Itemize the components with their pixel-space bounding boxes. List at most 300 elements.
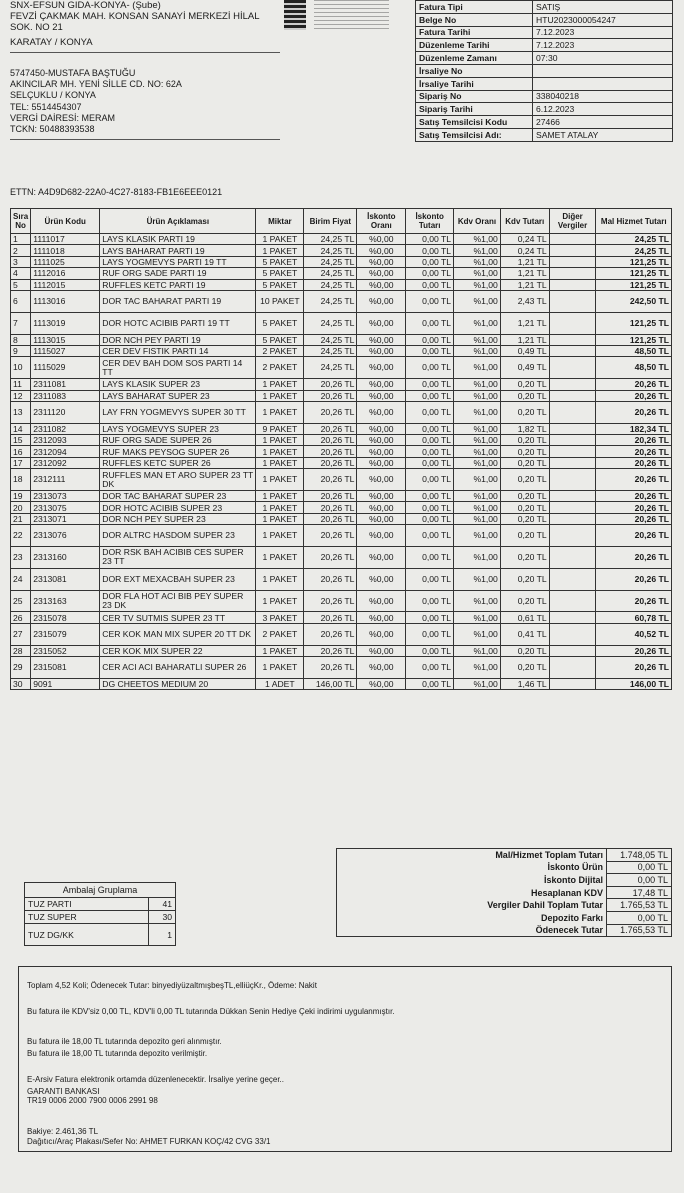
row-number: 23 [11, 547, 31, 569]
row-number: 22 [11, 525, 31, 547]
discount-amount: 0,00 TL [406, 491, 454, 502]
row-number: 11 [11, 379, 31, 390]
vat-amount: 0,20 TL [500, 645, 549, 656]
quantity: 2 PAKET [256, 357, 304, 379]
line-total: 20,26 TL [596, 657, 672, 679]
vat-rate: %1,00 [454, 245, 501, 256]
discount-rate: %0,00 [357, 401, 406, 423]
total-row [337, 899, 672, 912]
vat-rate: %1,00 [454, 547, 501, 569]
quantity: 3 PAKET [256, 612, 304, 623]
discount-amount: 0,00 TL [406, 401, 454, 423]
product-code: 2311081 [31, 379, 100, 390]
product-code: 1111018 [31, 245, 100, 256]
discount-amount: 0,00 TL [406, 457, 454, 468]
other-taxes [549, 513, 596, 524]
column-header: İskonto Oranı [357, 209, 406, 234]
other-taxes [549, 469, 596, 491]
discount-rate: %0,00 [357, 279, 406, 290]
vat-amount: 0,20 TL [500, 446, 549, 457]
vat-amount: 0,20 TL [500, 590, 549, 612]
vat-rate: %1,00 [454, 446, 501, 457]
table-row [11, 390, 672, 401]
row-number: 30 [11, 678, 31, 689]
product-code: 2313160 [31, 547, 100, 569]
unit-price: 20,26 TL [304, 423, 357, 434]
row-number: 9 [11, 345, 31, 356]
quantity: 10 PAKET [256, 290, 304, 312]
other-taxes [549, 457, 596, 468]
column-header: Birim Fiyat [304, 209, 357, 234]
meta-label: Satış Temsilcisi Adı: [416, 128, 533, 141]
meta-label: Fatura Tarihi [416, 26, 533, 39]
quantity: 1 PAKET [256, 547, 304, 569]
product-code: 2312094 [31, 446, 100, 457]
unit-price: 20,26 TL [304, 513, 357, 524]
vat-rate: %1,00 [454, 256, 501, 267]
vat-amount: 0,20 TL [500, 513, 549, 524]
table-row [11, 423, 672, 434]
buyer-city: SELÇUKLU / KONYA [10, 90, 96, 101]
quantity: 5 PAKET [256, 268, 304, 279]
vat-amount: 0,20 TL [500, 435, 549, 446]
vat-rate: %1,00 [454, 401, 501, 423]
vat-amount: 0,61 TL [500, 612, 549, 623]
quantity: 1 PAKET [256, 657, 304, 679]
discount-amount: 0,00 TL [406, 290, 454, 312]
row-number: 12 [11, 390, 31, 401]
product-description: LAYS BAHARAT SUPER 23 [100, 390, 256, 401]
other-taxes [549, 623, 596, 645]
vat-rate: %1,00 [454, 590, 501, 612]
line-total: 121,25 TL [596, 256, 672, 267]
product-code: 1115029 [31, 357, 100, 379]
other-taxes [549, 234, 596, 245]
unit-price: 20,26 TL [304, 469, 357, 491]
line-total: 24,25 TL [596, 245, 672, 256]
packaging-label: TUZ SUPER [25, 911, 149, 924]
unit-price: 20,26 TL [304, 457, 357, 468]
product-code: 2313076 [31, 525, 100, 547]
row-number: 17 [11, 457, 31, 468]
row-number: 24 [11, 568, 31, 590]
discount-amount: 0,00 TL [406, 435, 454, 446]
column-header: İskonto Tutarı [406, 209, 454, 234]
discount-amount: 0,00 TL [406, 279, 454, 290]
product-code: 2313075 [31, 502, 100, 513]
line-total: 121,25 TL [596, 268, 672, 279]
row-number: 29 [11, 657, 31, 679]
row-number: 1 [11, 234, 31, 245]
product-code: 1115027 [31, 345, 100, 356]
product-description: CER ACI ACI BAHARATLI SUPER 26 [100, 657, 256, 679]
discount-amount: 0,00 TL [406, 334, 454, 345]
meta-label: İrsaliye No [416, 64, 533, 77]
vat-rate: %1,00 [454, 379, 501, 390]
table-row [11, 469, 672, 491]
discount-amount: 0,00 TL [406, 312, 454, 334]
product-description: LAYS YOGMEVYS SUPER 23 [100, 423, 256, 434]
row-number: 19 [11, 491, 31, 502]
vat-rate: %1,00 [454, 290, 501, 312]
other-taxes [549, 568, 596, 590]
row-number: 28 [11, 645, 31, 656]
vat-rate: %1,00 [454, 469, 501, 491]
row-number: 2 [11, 245, 31, 256]
quantity: 1 PAKET [256, 525, 304, 547]
ettn: ETTN: A4D9D682-22A0-4C27-8183-FB1E6EEE0121 [10, 187, 223, 197]
discount-rate: %0,00 [357, 312, 406, 334]
column-header: Diğer Vergiler [549, 209, 596, 234]
quantity: 1 PAKET [256, 234, 304, 245]
vat-amount: 0,20 TL [500, 657, 549, 679]
line-total: 121,25 TL [596, 312, 672, 334]
line-total: 146,00 TL [596, 678, 672, 689]
vat-amount: 0,20 TL [500, 568, 549, 590]
table-row [11, 279, 672, 290]
quantity: 5 PAKET [256, 312, 304, 334]
product-description: DOR HOTC ACIBIB PARTI 19 TT [100, 312, 256, 334]
discount-amount: 0,00 TL [406, 268, 454, 279]
product-description: DOR NCH PEY PARTI 19 [100, 334, 256, 345]
table-row [11, 678, 672, 689]
row-number: 5 [11, 279, 31, 290]
product-description: LAY FRN YOGMEVYS SUPER 30 TT [100, 401, 256, 423]
table-row [11, 513, 672, 524]
product-code: 2313081 [31, 568, 100, 590]
product-code: 2315079 [31, 623, 100, 645]
discount-amount: 0,00 TL [406, 234, 454, 245]
total-value: 0,00 TL [607, 911, 672, 924]
unit-price: 20,26 TL [304, 401, 357, 423]
quantity: 5 PAKET [256, 279, 304, 290]
unit-price: 20,26 TL [304, 568, 357, 590]
packaging-count: 1 [149, 924, 176, 946]
line-total: 121,25 TL [596, 334, 672, 345]
vat-rate: %1,00 [454, 345, 501, 356]
product-code: 2315078 [31, 612, 100, 623]
unit-price: 20,26 TL [304, 590, 357, 612]
discount-rate: %0,00 [357, 657, 406, 679]
meta-label: Fatura Tipi [416, 1, 533, 14]
sender-name: SNX-EFSUN GIDA-KONYA- (Şube) [10, 0, 161, 11]
other-taxes [549, 245, 596, 256]
unit-price: 20,26 TL [304, 502, 357, 513]
line-total: 20,26 TL [596, 502, 672, 513]
product-code: 1113019 [31, 312, 100, 334]
column-header: Ürün Kodu [31, 209, 100, 234]
vat-rate: %1,00 [454, 568, 501, 590]
unit-price: 24,25 TL [304, 312, 357, 334]
unit-price: 20,26 TL [304, 446, 357, 457]
invoice-meta-row [416, 39, 673, 52]
table-row [11, 245, 672, 256]
vat-rate: %1,00 [454, 279, 501, 290]
vat-amount: 1,21 TL [500, 334, 549, 345]
packaging-table [24, 882, 176, 946]
other-taxes [549, 256, 596, 267]
other-taxes [549, 502, 596, 513]
line-total: 48,50 TL [596, 357, 672, 379]
product-code: 1113016 [31, 290, 100, 312]
discount-rate: %0,00 [357, 612, 406, 623]
total-row [337, 924, 672, 937]
meta-value: 27466 [533, 116, 673, 129]
meta-value [533, 64, 673, 77]
unit-price: 20,26 TL [304, 623, 357, 645]
product-description: CER DEV BAH DOM SOS PARTI 14 TT [100, 357, 256, 379]
table-row [11, 645, 672, 656]
vat-rate: %1,00 [454, 491, 501, 502]
unit-price: 24,25 TL [304, 334, 357, 345]
row-number: 8 [11, 334, 31, 345]
product-description: CER DEV FISTIK PARTI 14 [100, 345, 256, 356]
discount-rate: %0,00 [357, 547, 406, 569]
invoice-meta-table [415, 0, 673, 142]
product-description: DOR EXT MEXACBAH SUPER 23 [100, 568, 256, 590]
product-description: DOR HOTC ACIBIB SUPER 23 [100, 502, 256, 513]
vat-rate: %1,00 [454, 435, 501, 446]
product-description: LAYS KLASIK PARTI 19 [100, 234, 256, 245]
line-total: 182,34 TL [596, 423, 672, 434]
meta-label: Düzenleme Tarihi [416, 39, 533, 52]
vat-rate: %1,00 [454, 657, 501, 679]
total-label: Mal/Hizmet Toplam Tutarı [495, 850, 603, 861]
product-code: 2311120 [31, 401, 100, 423]
product-description: RUFFLES KETC SUPER 26 [100, 457, 256, 468]
note-gift-voucher: Bu fatura ile KDV'siz 0,00 TL, KDV'li 0,00 TL tutarında Dükkan Senin Hediye Çeki indirimi uygulanmıştır. [27, 1007, 395, 1016]
vat-amount: 0,20 TL [500, 547, 549, 569]
row-number: 21 [11, 513, 31, 524]
line-total: 24,25 TL [596, 234, 672, 245]
row-number: 18 [11, 469, 31, 491]
packaging-label: TUZ PARTI [25, 898, 149, 911]
row-number: 26 [11, 612, 31, 623]
buyer-tckn: TCKN: 50488393538 [10, 124, 95, 135]
quantity: 1 PAKET [256, 513, 304, 524]
total-label: Hesaplanan KDV [530, 887, 603, 898]
product-code: 2312111 [31, 469, 100, 491]
meta-value: SAMET ATALAY [533, 128, 673, 141]
row-number: 7 [11, 312, 31, 334]
meta-value: 7.12.2023 [533, 39, 673, 52]
vat-rate: %1,00 [454, 623, 501, 645]
discount-rate: %0,00 [357, 446, 406, 457]
quantity: 1 PAKET [256, 568, 304, 590]
vat-amount: 2,43 TL [500, 290, 549, 312]
vat-amount: 1,46 TL [500, 678, 549, 689]
vat-rate: %1,00 [454, 268, 501, 279]
product-code: 2315081 [31, 657, 100, 679]
product-description: RUF ORG SADE PARTI 19 [100, 268, 256, 279]
line-total: 121,25 TL [596, 279, 672, 290]
other-taxes [549, 345, 596, 356]
discount-rate: %0,00 [357, 435, 406, 446]
vat-amount: 0,49 TL [500, 357, 549, 379]
product-code: 2315052 [31, 645, 100, 656]
product-description: CER KOK MAN MIX SUPER 20 TT DK [100, 623, 256, 645]
table-row [11, 268, 672, 279]
discount-rate: %0,00 [357, 390, 406, 401]
vat-rate: %1,00 [454, 612, 501, 623]
vat-rate: %1,00 [454, 357, 501, 379]
meta-label: İrsaliye Tarihi [416, 77, 533, 90]
column-header: Kdv Tutarı [500, 209, 549, 234]
vat-amount: 0,20 TL [500, 525, 549, 547]
row-number: 15 [11, 435, 31, 446]
line-total: 20,26 TL [596, 379, 672, 390]
sender-city: KARATAY / KONYA [10, 37, 93, 48]
table-row [11, 547, 672, 569]
invoice-meta-row [416, 64, 673, 77]
row-number: 6 [11, 290, 31, 312]
packaging-row [25, 924, 176, 946]
table-row [11, 234, 672, 245]
product-code: 1112015 [31, 279, 100, 290]
quantity: 1 PAKET [256, 435, 304, 446]
line-total: 20,26 TL [596, 568, 672, 590]
invoice-meta-row [416, 77, 673, 90]
product-description: RUF ORG SADE SUPER 26 [100, 435, 256, 446]
buyer-tel: TEL: 5514454307 [10, 101, 82, 112]
unit-price: 24,25 TL [304, 234, 357, 245]
quantity: 1 ADET [256, 678, 304, 689]
unit-price: 20,26 TL [304, 657, 357, 679]
other-taxes [549, 590, 596, 612]
vat-rate: %1,00 [454, 334, 501, 345]
other-taxes [549, 357, 596, 379]
invoice-meta-row [416, 52, 673, 65]
quantity: 9 PAKET [256, 423, 304, 434]
table-row [11, 491, 672, 502]
line-total: 20,26 TL [596, 513, 672, 524]
vat-rate: %1,00 [454, 645, 501, 656]
quantity: 1 PAKET [256, 590, 304, 612]
other-taxes [549, 645, 596, 656]
quantity: 1 PAKET [256, 491, 304, 502]
other-taxes [549, 390, 596, 401]
unit-price: 24,25 TL [304, 290, 357, 312]
vat-amount: 0,24 TL [500, 234, 549, 245]
totals-table [336, 848, 672, 937]
discount-rate: %0,00 [357, 245, 406, 256]
quantity: 1 PAKET [256, 645, 304, 656]
other-taxes [549, 657, 596, 679]
unit-price: 20,26 TL [304, 379, 357, 390]
invoice-meta-row [416, 103, 673, 116]
discount-rate: %0,00 [357, 423, 406, 434]
other-taxes [549, 279, 596, 290]
vat-rate: %1,00 [454, 312, 501, 334]
product-description: CER TV SUTMIS SUPER 23 TT [100, 612, 256, 623]
meta-value: 6.12.2023 [533, 103, 673, 116]
total-value: 0,00 TL [607, 861, 672, 874]
row-number: 25 [11, 590, 31, 612]
other-taxes [549, 525, 596, 547]
quantity: 2 PAKET [256, 623, 304, 645]
product-description: LAYS KLASIK SUPER 23 [100, 379, 256, 390]
other-taxes [549, 334, 596, 345]
discount-rate: %0,00 [357, 357, 406, 379]
table-row [11, 357, 672, 379]
discount-rate: %0,00 [357, 469, 406, 491]
quantity: 1 PAKET [256, 379, 304, 390]
table-row [11, 657, 672, 679]
other-taxes [549, 435, 596, 446]
discount-amount: 0,00 TL [406, 390, 454, 401]
discount-rate: %0,00 [357, 268, 406, 279]
discount-amount: 0,00 TL [406, 245, 454, 256]
table-row [11, 446, 672, 457]
unit-price: 20,26 TL [304, 645, 357, 656]
row-number: 16 [11, 446, 31, 457]
quantity: 1 PAKET [256, 446, 304, 457]
note-total-packages: Toplam 4,52 Koli; Ödenecek Tutar: binyediyüzaltmışbeşTL,elliüçKr., Ödeme: Nakit [27, 981, 317, 990]
table-row [11, 435, 672, 446]
row-number: 20 [11, 502, 31, 513]
discount-amount: 0,00 TL [406, 256, 454, 267]
gib-logo [284, 0, 394, 34]
row-number: 3 [11, 256, 31, 267]
bank-iban: TR19 0006 2000 7900 0006 2991 98 [27, 1096, 158, 1105]
total-row [337, 874, 672, 887]
vat-amount: 0,20 TL [500, 457, 549, 468]
total-value: 1.748,05 TL [607, 849, 672, 862]
discount-amount: 0,00 TL [406, 612, 454, 623]
line-total: 242,50 TL [596, 290, 672, 312]
unit-price: 20,26 TL [304, 525, 357, 547]
unit-price: 24,25 TL [304, 345, 357, 356]
discount-amount: 0,00 TL [406, 590, 454, 612]
other-taxes [549, 290, 596, 312]
total-value: 0,00 TL [607, 874, 672, 887]
row-number: 10 [11, 357, 31, 379]
note-deposit-given: Bu fatura ile 18,00 TL tutarında depozito verilmiştir. [27, 1049, 208, 1058]
quantity: 1 PAKET [256, 245, 304, 256]
table-row [11, 256, 672, 267]
table-row [11, 590, 672, 612]
unit-price: 24,25 TL [304, 245, 357, 256]
vat-amount: 1,21 TL [500, 256, 549, 267]
discount-amount: 0,00 TL [406, 469, 454, 491]
meta-label: Satış Temsilcisi Kodu [416, 116, 533, 129]
discount-rate: %0,00 [357, 645, 406, 656]
meta-label: Sipariş No [416, 90, 533, 103]
line-total: 20,26 TL [596, 491, 672, 502]
discount-amount: 0,00 TL [406, 568, 454, 590]
unit-price: 20,26 TL [304, 547, 357, 569]
invoice-meta-row [416, 128, 673, 141]
column-header: Sıra No [11, 209, 31, 234]
product-description: DOR ALTRC HASDOM SUPER 23 [100, 525, 256, 547]
unit-price: 24,25 TL [304, 268, 357, 279]
discount-amount: 0,00 TL [406, 525, 454, 547]
vat-amount: 1,21 TL [500, 268, 549, 279]
vat-amount: 0,20 TL [500, 390, 549, 401]
product-description: LAYS YOGMEVYS PARTI 19 TT [100, 256, 256, 267]
discount-amount: 0,00 TL [406, 657, 454, 679]
total-label: Vergiler Dahil Toplam Tutar [487, 900, 603, 911]
discount-rate: %0,00 [357, 345, 406, 356]
product-code: 2312092 [31, 457, 100, 468]
buyer-tax-office: VERGİ DAİRESİ: MERAM [10, 112, 116, 123]
total-label: Ödenecek Tutar [535, 925, 603, 936]
line-total: 20,26 TL [596, 645, 672, 656]
quantity: 1 PAKET [256, 502, 304, 513]
row-number: 4 [11, 268, 31, 279]
row-number: 14 [11, 423, 31, 434]
product-code: 1112016 [31, 268, 100, 279]
